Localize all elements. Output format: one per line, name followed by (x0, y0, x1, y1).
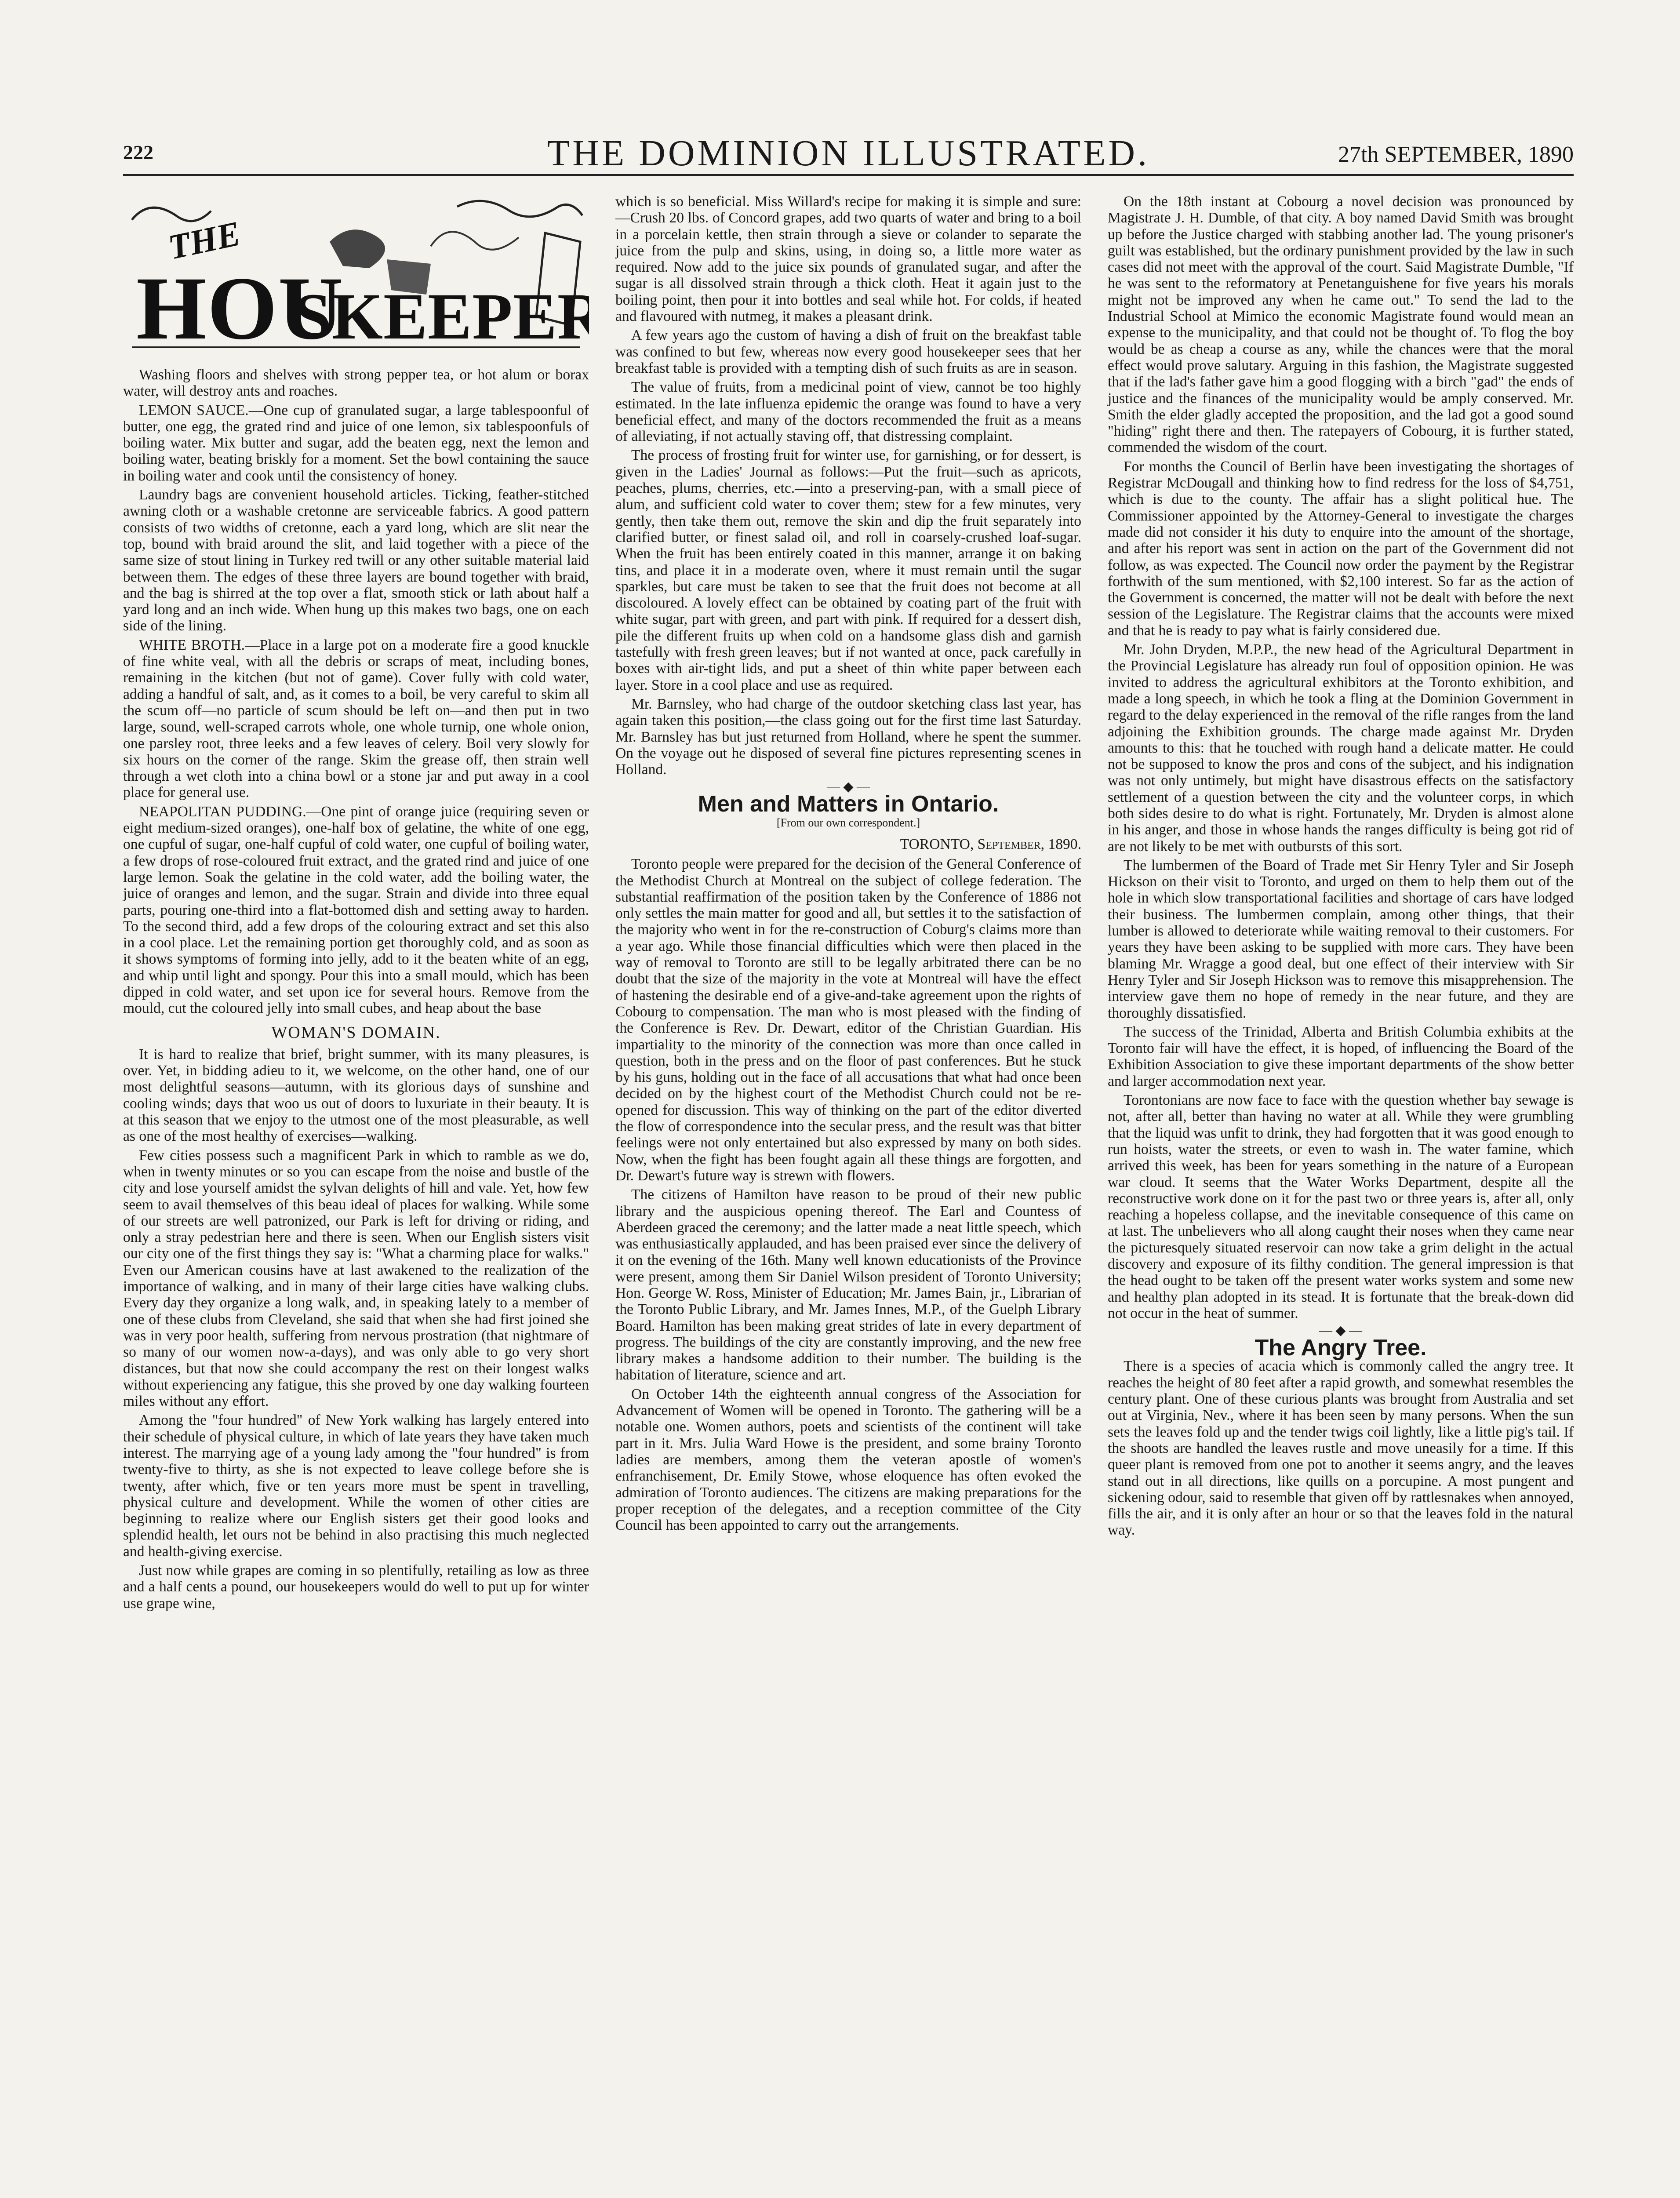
svg-text:THE: THE (165, 214, 244, 267)
svg-text:HOU: HOU (136, 258, 344, 358)
masthead: THE DOMINION ILLUSTRATED. (547, 133, 1150, 174)
column-2 (615, 193, 1081, 1536)
paragraph: Laundry bags are convenient household articles. Ticking, feather-stitched awning cloth or a washable cretonne are serviceable fabrics. A good pattern consists of two widths of cretonne, each a yard long, which are slit near the top, bound with braid around the slit, and laid together with a piece of the same size of stout lining in Turkey red twill or any other suitable material laid between them. The edges of these three layers are bound together with braid, and the bag is shirred at the top over a flat, smooth stick or lath about half a yard long and an inch wide. When hung up this makes two bags, one on each side of the lining. (123, 487, 589, 634)
paragraph: NEAPOLITAN PUDDING.—One pint of orange juice (requiring seven or eight medium-sized oranges), one-half box of gelatine, the white of one egg, one cupful of sugar, one-half cupful of cold water, one cupful of boiling water, a few drops of rose-coloured fruit extract, and the grated rind and juice of one large lemon. Soak the gelatine in the cold water, add the boiling water, the juice of oranges and lemon, and the sugar. Strain and divide into three equal parts, pouring one-third into a flat-bottomed dish and setting away to harden. To the second third, add a few drops of the colouring extract and set this also in a cool place. Let the remaining portion get thoroughly cold, and as soon as it shows symptoms of forming into jelly, add to it the beaten white of an egg, and whip until light and spongy. Pour this into a small mould, which has been dipped in cold water, and set upon ice for several hours. Remove from the mould, cut the coloured jelly into small cubes, and heap about the base (123, 803, 589, 1017)
recipe-title: NEAPOLITAN PUDDING. (139, 803, 306, 820)
ornament-divider: — ◆ — (1319, 1323, 1363, 1338)
paragraph: The lumbermen of the Board of Trade met Sir Henry Tyler and Sir Joseph Hickson on their visit to Toronto, and urged on them to help them out of the hole in which slow transportational facilities and shortage of cars have lodged their business. The lumbermen complain, among other things, that their lumber is allowed to deteriorate while waiting removal to their customers. For years they have been asking to be supplied with more cars. They have been blaming Mr. Wragge a good deal, but one effect of their interview with Sir Henry Tyler and Sir Joseph Hickson was to remove this misapprehension. The interview gave them no hope of remedy in the near future, and they are thoroughly dissatisfied. (1108, 857, 1574, 1021)
svg-text:SKEEPER: SKEEPER (295, 280, 589, 353)
housekeeper-logo (123, 193, 589, 360)
article-heading: Men and Matters in Ontario. (698, 791, 999, 817)
paragraph: The process of frosting fruit for winter use, for garnishing, or for dessert, is given in the Ladies' Journal as follows:—Put the fruit—such as apricots, peaches, plums, cherries, etc.—into a preserving-pan, with a small piece of alum, and sufficient cold water to cover them; stew for a few minutes, very gently, then take them out, remove the skin and dip the fruit separately into clarified butter, or finest salad oil, and roll in coarsely-crushed loaf-sugar. When the fruit has been entirely coated in this manner, arrange it on baking tins, and place it in a moderate oven, where it must remain until the sugar sparkles, but care must be taken to see that the fruit does not become at all discoloured. A lovely effect can be obtained by coating part of the fruit with white sugar, part with green, and part with pink. If required for a dessert dish, pile the different fruits up when cold on a handsome glass dish and garnish tastefully with fresh green leaves; but if not wanted at once, pack carefully in boxes with air-tight lids, and put a sheet of thin white paper between each layer. Store in a cool place and use as required. (615, 447, 1081, 693)
paragraph: The citizens of Hamilton have reason to be proud of their new public library and the auspicious opening thereof. The Earl and Countess of Aberdeen graced the ceremony; and the latter made a neat little speech, which was enthusiastically applauded, and has been praised ever since the delivery of it on the evening of the 16th. Many well known educationists of the Province were present, among them Sir Daniel Wilson president of Toronto University; Hon. George W. Ross, Minister of Education; Mr. James Bain, jr., Librarian of the Toronto Public Library, and Mr. James Innes, M.P., of the Guelph Library Board. Hamilton has been making great strides of late in every department of progress. The buildings of the city are constantly improving, and the new free library makes a handsome addition to their number. The building is the habitation of literature, science and art. (615, 1186, 1081, 1383)
article-byline: [From our own correspondent.] (776, 816, 920, 829)
recipe-title: LEMON SAUCE. (139, 402, 249, 418)
paragraph: On the 18th instant at Cobourg a novel decision was pronounced by Magistrate J. H. Dumble, of that city. A boy named David Smith was brought up before the Justice charged with stabbing another lad. The young prisoner's guilt was established, but the ordinary punishment provided by the law in such cases did not meet with the approval of the court. Said Magistrate Dumble, "If he was sent to the reformatory at Penetanguishene for five years his morals might not be improved any when he came out." To send the lad to the Industrial School at Mimico the economic Magistrate found would mean an expense to the municipality, and that could not be thought of. To flog the boy would be as cheap a course as any, while the chances were that the moral effect would prove salutary. Arguing in this fashion, the Magistrate suggested that if the lad's father gave him a good flogging with a birch "gad" the ends of justice and the finances of the municipality would be amply conserved. Mr. Smith the elder gladly accepted the proposition, and the lad got a good sound "hiding" right there and then. The ratepayers of Cobourg, it is further stated, commended the wisdom of the court. (1108, 193, 1574, 456)
page-number: 222 (123, 141, 153, 164)
paragraph: The success of the Trinidad, Alberta and British Columbia exhibits at the Toronto fair will have the effect, it is hoped, of influencing the Board of the Exhibition Association to give these important departments of the show better and larger accommodation next year. (1108, 1023, 1574, 1089)
paragraph: LEMON SAUCE.—One cup of granulated sugar, a large tablespoonful of butter, one egg, the grated rind and juice of one lemon, six tablespoonfuls of boiling water. Mix butter and sugar, add the beaten egg, next the lemon and boiling water, beating briskly for a moment. Set the bowl containing the sauce in boiling water and cook until the consistency of honey. (123, 402, 589, 484)
dateline: TORONTO, September, 1890. (900, 836, 1081, 852)
section-heading: WOMAN'S DOMAIN. (271, 1023, 441, 1042)
column-1 (123, 193, 589, 1614)
page-header (123, 132, 1574, 174)
paragraph: Torontonians are now face to face with the question whether bay sewage is not, after all, better than having no water at all. While they were grumbling that the liquid was unfit to drink, they had forgotten that it was good enough to run hoists, water the streets, or even to wash in. The water famine, which arrived this week, has been for years something in the nature of a European war cloud. It seems that the Water Works Department, despite all the reconstructive work done on it for the past two or three years is, after all, only reaching a hopeless collapse, and the inevitable consequence of this came on at last. The unbelievers who all along caught their noses when they came near the picturesquely situated reservoir can now take a grim delight in the actual discovery and exposure of its filthy condition. The general impression is that the head ought to be taken off the present water works system and some new and healthy plan adopted in its stead. It is fortunate that the break-down did not occur in the heat of summer. (1108, 1092, 1574, 1321)
paragraph: The value of fruits, from a medicinal point of view, cannot be too highly estimated. In the late influenza epidemic the orange was found to have a very beneficial effect, and many of the doctors recommended the fruit as a means of alleviating, if not actually staving off, that distressing complaint. (615, 379, 1081, 445)
column-3 (1108, 193, 1574, 1541)
paragraph: For months the Council of Berlin have been investigating the shortages of Registrar McDougall and thinking how to find redress for the loss of $4,751, which is due to the county. The affair has a slight political hue. The Commissioner appointed by the Attorney-General to investigate the charges made did not consider it his duty to enquire into the amount of the shortage, and after his report was sent in action on the part of the Government did not follow, as was expected. The Council now order the payment by the Registrar forthwith of the sum mentioned, with $2,100 interest. So far as the action of the Government is concerned, the matter will not be dealt with before the next session of the Legislature. The Registrar claims that the accounts were mixed and that he is ready to pay what is fairly considered due. (1108, 458, 1574, 639)
paragraph: Just now while grapes are coming in so plentifully, retailing as low as three and a half cents a pound, our housekeepers would do well to put up for winter use grape wine, (123, 1562, 589, 1612)
paragraph: Washing floors and shelves with strong pepper tea, or hot alum or borax water, will destroy ants and roaches. (123, 367, 589, 400)
article-heading: The Angry Tree. (1255, 1335, 1427, 1361)
paragraph: Toronto people were prepared for the decision of the General Conference of the Methodist Church at Montreal on the subject of college federation. The substantial reaffirmation of the position taken by the Conference of 1886 not only settles the main matter for good and all, but settles it to the satisfaction of the majority who went in for the re-construction of Coburg's claims more than a year ago. While those financial difficulties which were then placed in the way of removal to Toronto are still to be legally arbitrated there can be no doubt that the size of the majority in the vote at Montreal will have the effect of hastening the desirable end of a give-and-take agreement upon the rights of Cobourg to compensation. The man who is most pleased with the finding of the Conference is Rev. Dr. Dewart, editor of the Christian Guardian. His impartiality to the minority of the connection was more than once called in question, both in the press and on the floor of past conferences. But he stuck by his guns, holding out in the face of all accusations that what had once been decided on by the highest court of the Methodist Church could not be re-opened for discussion. This way of thinking on the part of the editor diverted the flow of correspondence into the secular press, and the result was that bitter feelings were not only entertained but also expressed by many on both sides. Now, when the fight has been fought again all these things are forgotten, and Dr. Dewart's future way is strewn with flowers. (615, 856, 1081, 1184)
paragraph: Mr. John Dryden, M.P.P., the new head of the Agricultural Department in the Provincial Legislature has already run foul of opposition opinion. He was invited to address the agricultural exhibitors at the Toronto exhibition, and made a long speech, in which he took a fling at the Dominion Government in regard to the delay experienced in the removal of the rifle ranges from the land adjoining the Exhibition grounds. The charge made against Mr. Dryden amounts to this: that he touched with rough hand a delicate matter. He could not be supposed to know the pros and cons of the subject, and his indignation was not only untimely, but might have disastrous effects on the satisfactory settlement of a question between the city and the volunteer corps, in which both sides desire to do what is right. Fortunately, Mr. Dryden is almost alone in his anger, and those in whose hands the ranges difficulty is being got rid of are not likely to be met with outbursts of this sort. (1108, 641, 1574, 855)
paragraph: A few years ago the custom of having a dish of fruit on the breakfast table was confined to but few, whereas now every good housekeeper sees that her breakfast table is provided with a tempting dish of such fruits as are in season. (615, 327, 1081, 376)
paragraph: There is a species of acacia which is commonly called the angry tree. It reaches the height of 80 feet after a rapid growth, and somewhat resembles the century plant. One of these curious plants was brought from Australia and set out at Virginia, Nev., where it has been seen by many persons. When the sun sets the leaves fold up and the tender twigs coil lightly, like a little pig's tail. If the shoots are handled the leaves rustle and move uneasily for a time. If this queer plant is removed from one pot to another it seems angry, and the leaves stand out in all directions, like quills on a porcupine. A most pungent and sickening odour, said to resemble that given off by rattlesnakes when annoyed, fills the air, and it is only after an hour or so that the leaves fold in the natural way. (1108, 1358, 1574, 1539)
issue-date: 27th SEPTEMBER, 1890 (1338, 142, 1574, 167)
paragraph: Among the "four hundred" of New York walking has largely entered into their schedule of physical culture, in which of late years they have taken much interest. The marrying age of a young lady among the "four hundred" is from twenty-five to thirty, as she is not expected to leave college before she is twenty, after which, five or ten years more must be spent in travelling, physical culture and development. While the women of other cities are beginning to realize where our English sisters get their good looks and splendid health, let ours not be behind in also practising this much neglected and health-giving exercise. (123, 1412, 589, 1560)
header-rule (123, 174, 1574, 176)
paragraph: which is so beneficial. Miss Willard's recipe for making it is simple and sure:—Crush 20 lbs. of Concord grapes, add two quarts of water and bring to a boil in a porcelain kettle, then strain through a sieve or colander to separate the juice from the pulp and skins, using, in doing so, a little more water as required. Now add to the juice six pounds of granulated sugar, and after the sugar is all dissolved strain through a thick cloth. Heat it again just to the boiling point, then pour it into bottles and seal while hot. For colds, if heated and flavoured with nutmeg, it makes a pleasant drink. (615, 193, 1081, 325)
paragraph: Mr. Barnsley, who had charge of the outdoor sketching class last year, has again taken this position,—the class going out for the first time last Saturday. Mr. Barnsley has but just returned from Holland, where he spent the summer. On the voyage out he disposed of several fine pictures representing scenes in Holland. (615, 695, 1081, 778)
recipe-title: WHITE BROTH. (139, 637, 245, 653)
paragraph: On October 14th the eighteenth annual congress of the Association for Advancement of Women will be opened in Toronto. The gathering will be a notable one. Women authors, poets and scientists of the continent will take part in it. Mrs. Julia Ward Howe is the president, and some brainy Toronto ladies are members, among them the veteran apostle of women's enfranchisement, Dr. Emily Stowe, whose eloquence has often evoked the admiration of Toronto audiences. The citizens are making preparations for the proper reception of the delegates, and a reception committee of the City Council has been appointed to carry out the arrangements. (615, 1386, 1081, 1534)
paragraph: It is hard to realize that brief, bright summer, with its many pleasures, is over. Yet, in bidding adieu to it, we welcome, on the other hand, one of our most delightful seasons—autumn, with its glorious days of sunshine and cooling winds; days that woo us out of doors to luxuriate in their beauty. It is at this season that we enjoy to the utmost one of the most pleasurable, as well as one of the most healthy of exercises—walking. (123, 1046, 589, 1145)
ornament-divider: — ◆ — (826, 779, 870, 794)
paragraph: Few cities possess such a magnificent Park in which to ramble as we do, when in twenty minutes or so you can escape from the noise and bustle of the city and lose yourself amidst the sylvan delights of hill and vale. Yet, how few seem to avail themselves of this beau ideal of places for walking. While some of our streets are well patronized, our Park is left for driving or riding, and only a stray pedestrian here and there is seen. When our English sisters visit our city one of the first things they say is: "What a charming place for walks." Even our American cousins have at last awakened to the realization of the importance of walking, and in many of their large cities have walking clubs. Every day they organize a long walk, and, in speaking lately to a member of one of these clubs from Cleveland, she said that when she had first joined she was in very poor health, suffering from nervous prostration (that nightmare of so many of our women now-a-days), and was only able to go very short distances, but that now she could accompany the rest on their longest walks without experiencing any fatigue, this she proved by one day walking fourteen miles without any effort. (123, 1147, 589, 1410)
paragraph: WHITE BROTH.—Place in a large pot on a moderate fire a good knuckle of fine white veal, with all the debris or scraps of meat, including bones, remaining in the kitchen (but not of game). Cover fully with cold water, adding a handful of salt, and, as it comes to a boil, be very careful to skim all the scum off—no particle of scum should be left on—and then put in two large, sound, well-scraped carrots whole, one whole turnip, one whole onion, one parsley root, three leeks and a few leaves of celery. Boil very slowly for six hours on the corner of the range. Skim the grease off, then strain well through a wet cloth into a china bowl or a stone jar and put away in a cool place for general use. (123, 637, 589, 801)
